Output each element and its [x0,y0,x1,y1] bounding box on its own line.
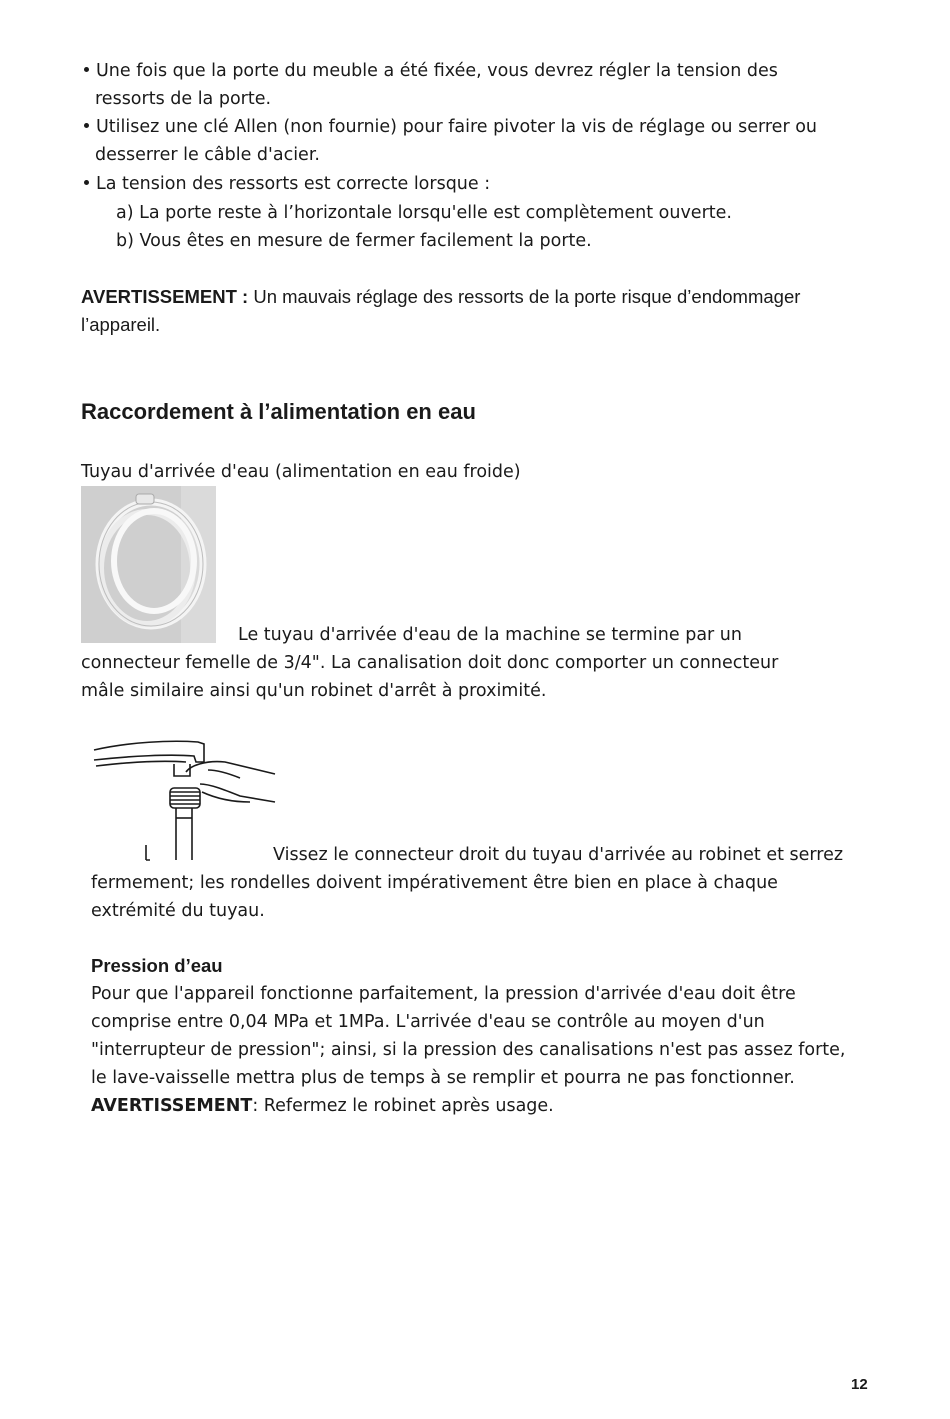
hose-text-line-3: mâle similaire ainsi qu'un robinet d'arrêt à proximité. [81,681,547,701]
bullet-item-3 [84,170,490,198]
pressure-warning-label: AVERTISSEMENT [91,1096,253,1116]
bullet-2-line-2: desserrer le câble d'acier. [95,145,320,165]
pressure-line-4: le lave-vaisselle mettra plus de temps à se remplir et pourra ne pas fonctionner. [91,1068,795,1088]
warning-label: AVERTISSEMENT : [81,286,249,307]
pressure-warning [91,1092,554,1120]
hose-text-line-1: Le tuyau d'arrivée d'eau de la machine se termine par un [238,625,742,645]
warning-text: Un mauvais réglage des ressorts de la porte risque d’endommager [248,286,801,307]
tap-text-line-3: extrémité du tuyau. [91,901,265,921]
bullet-icon [84,180,89,185]
hose-text-line-2: connecteur femelle de 3/4". La canalisation doit donc comporter un connecteur [81,653,779,673]
condition-a: a) La porte reste à l’horizontale lorsqu'elle est complètement ouverte. [116,203,732,223]
faucet-hand-icon [90,740,280,865]
bullet-1-line-1: Une fois que la porte du meuble a été fixée, vous devrez régler la tension des [96,61,778,81]
tap-illustration [90,740,280,865]
coiled-hose-icon [81,486,216,643]
bullet-3-line-1: La tension des ressorts est correcte lorsque : [96,174,491,194]
condition-b: b) Vous êtes en mesure de fermer facilement la porte. [116,231,592,251]
pressure-line-1: Pour que l'appareil fonctionne parfaitement, la pression d'arrivée d'eau doit être [91,984,796,1004]
bullet-1-line-2: ressorts de la porte. [95,89,272,109]
tap-text-line-1: Vissez le connecteur droit du tuyau d'arrivée au robinet et serrez [273,845,844,865]
hose-caption: Tuyau d'arrivée d'eau (alimentation en eau froide) [81,462,521,482]
spring-warning [81,283,800,311]
bullet-icon [84,123,89,128]
spring-warning-line-2: l’appareil. [81,314,161,335]
section-heading: Raccordement à l’alimentation en eau [81,399,476,424]
hose-image [81,486,216,643]
pressure-warning-text: : Refermez le robinet après usage. [252,1096,554,1116]
page-number: 12 [851,1376,868,1393]
bullet-item-2 [84,113,817,141]
bullet-2-line-1: Utilisez une clé Allen (non fournie) pour faire pivoter la vis de réglage ou serrer ou [96,117,817,137]
pressure-line-2: comprise entre 0,04 MPa et 1MPa. L'arrivée d'eau se contrôle au moyen d'un [91,1012,765,1032]
bullet-icon [84,67,89,72]
bullet-item-1 [84,57,778,85]
pressure-heading: Pression d’eau [91,955,223,976]
tap-text-line-2: fermement; les rondelles doivent impérativement être bien en place à chaque [91,873,778,893]
pressure-line-3: "interrupteur de pression"; ainsi, si la pression des canalisations n'est pas assez forte, [91,1040,846,1060]
